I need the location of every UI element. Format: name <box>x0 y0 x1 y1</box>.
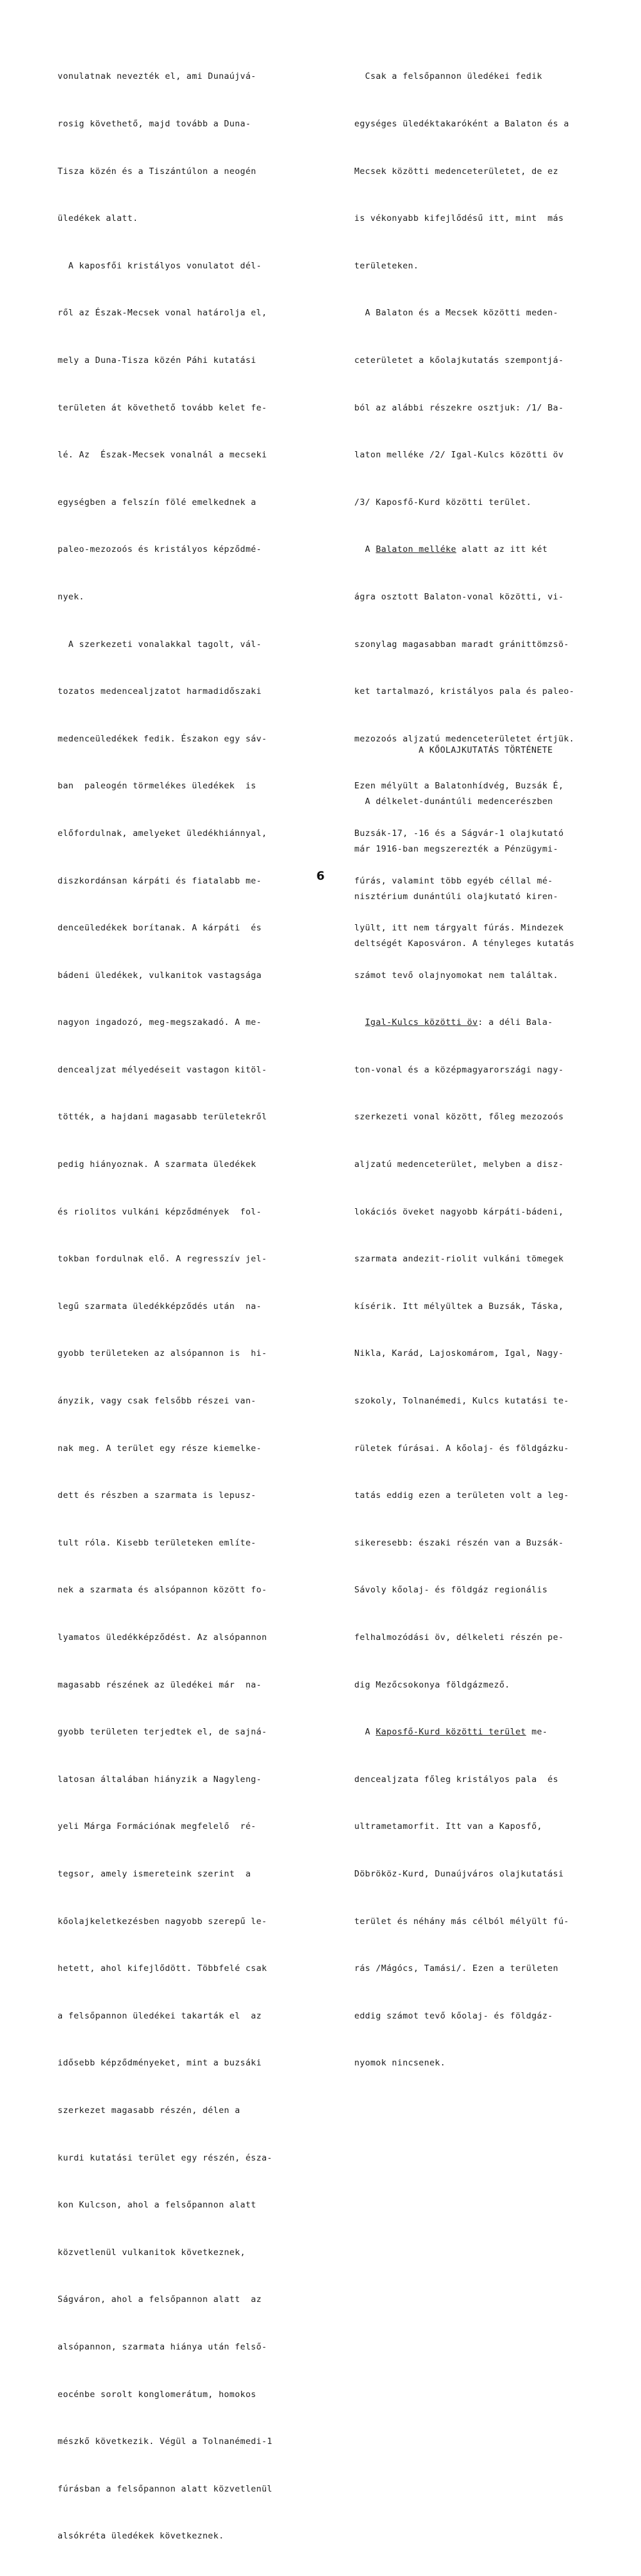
text-line: eocénbe sorolt konglomerátum, homokos <box>58 2389 257 2400</box>
text-line: gyobb területen terjedtek el, de sajná- <box>58 1727 267 1738</box>
text-line: yeli Márga Formációnak megfelelő ré- <box>58 1821 257 1832</box>
text-line: kurdi kutatási terület egy részén, észa- <box>58 2152 273 2163</box>
text-line: denceüledékek borítanak. A kárpáti és <box>58 923 262 934</box>
text-line: rületek fúrásai. A kőolaj- és földgázku- <box>354 1443 570 1453</box>
text-line: nyek. <box>58 591 85 602</box>
text-line: A szerkezeti vonalakkal tagolt, vál- <box>58 639 262 649</box>
left-text-column <box>58 38 320 2576</box>
text-line: és riolitos vulkáni képződmények fol- <box>58 1206 262 1217</box>
text-line: lyült, itt nem tárgyalt fúrás. Mindezek <box>354 923 564 934</box>
text-line: ket tartalmazó, kristályos pala és paleo- <box>354 686 575 697</box>
text-line: nyomok nincsenek. <box>354 2058 446 2069</box>
text-line: A kaposfői kristályos vonulatot dél- <box>58 260 262 271</box>
text-line: rás /Mágócs, Tamási/. Ezen a területen <box>354 1963 558 1974</box>
text-line: terület és néhány más célból mélyült fú- <box>354 1916 570 1927</box>
text-line: alsópannon, szarmata hiánya után felső- <box>58 2341 267 2352</box>
text-line: Buzsák-17, -16 és a Ságvár-1 olajkutató <box>354 828 564 838</box>
text-line: Nikla, Karád, Lajoskomárom, Igal, Nagy- <box>354 1348 564 1359</box>
text-line: dig Mezőcsokonya földgázmező. <box>354 1679 510 1690</box>
right-text-column <box>354 38 617 2134</box>
underlined-term: Igal-Kulcs közötti öv <box>365 1017 478 1028</box>
text-line: kísérik. Itt mélyültek a Buzsák, Táska, <box>354 1301 564 1311</box>
text-line: tötték, a hajdani magasabb területekről <box>58 1112 267 1123</box>
text-line: lyamatos üledékképződést. Az alsópannon <box>58 1632 267 1642</box>
text-line: mely a Duna-Tisza közén Páhi kutatási <box>58 355 257 365</box>
text-line: ányzik, vagy csak felsőbb részei van- <box>58 1396 257 1407</box>
text-line: szokoly, Tolnanémedi, Kulcs kutatási te- <box>354 1396 570 1407</box>
text-line: dett és részben a szarmata is lepusz- <box>58 1490 257 1501</box>
text-line: szerkezeti vonal között, főleg mezozoós <box>354 1112 564 1123</box>
text-line: mészkő következik. Végül a Tolnanémedi-1 <box>58 2436 273 2447</box>
text-line: kon Kulcson, ahol a felsőpannon alatt <box>58 2200 257 2211</box>
text-line: bádeni üledékek, vulkanitok vastagsága <box>58 970 262 980</box>
text-line: egységes üledéktakaróként a Balaton és a <box>354 119 570 129</box>
text-line: fúrásban a felsőpannon alatt közvetlenül <box>58 2483 273 2494</box>
text-line: legű szarmata üledékképződés után na- <box>58 1301 262 1311</box>
text-line: Mecsek közötti medenceterületet, de ez <box>354 166 558 176</box>
text-line: területeken. <box>354 260 419 271</box>
text-line: ágra osztott Balaton-vonal közötti, vi- <box>354 591 564 602</box>
underlined-term: Kaposfő-Kurd közötti terület <box>376 1727 526 1738</box>
text-line-underlined-lead: A Kaposfő-Kurd közötti terület me- <box>354 1727 548 1738</box>
text-line: alsókréta üledékek következnek. <box>58 2531 224 2542</box>
text-line: paleo-mezozoós és kristályos képződmé- <box>58 544 262 555</box>
text-line: diszkordánsan kárpáti és fiatalabb me- <box>58 875 262 886</box>
text-line: A Balaton és a Mecsek közötti meden- <box>354 308 558 318</box>
text-line: Tisza közén és a Tiszántúlon a neogén <box>58 166 257 176</box>
text-line: Döbrököz-Kurd, Dunaújváros olajkutatási <box>354 1868 564 1879</box>
text-line: egységben a felszín fölé emelkednek a <box>58 497 257 507</box>
text-line: területen át követhető tovább kelet fe- <box>58 402 267 413</box>
text-line: tult róla. Kisebb területeken említe- <box>58 1537 257 1548</box>
text-line: fúrás, valamint több egyéb céllal mé- <box>354 875 553 886</box>
underlined-term: Balaton melléke <box>376 544 456 555</box>
text-line: szerkezet magasabb részén, délen a <box>58 2105 240 2115</box>
text-line: A délkelet-dunántúli medencerészben <box>354 797 553 807</box>
text-line: lokációs öveket nagyobb kárpáti-bádeni, <box>354 1206 564 1217</box>
text-line: magasabb részének az üledékei már na- <box>58 1679 262 1690</box>
text-line: Ságváron, ahol a felsőpannon alatt az <box>58 2294 262 2305</box>
text-line: ban paleogén törmelékes üledékek is <box>58 781 257 792</box>
text-line: ceterületet a kőolajkutatás szempontjá- <box>354 355 564 365</box>
text-line: Ezen mélyült a Balatonhídvég, Buzsák É, <box>354 781 564 792</box>
text-line: nagyon ingadozó, meg-megszakadó. A me- <box>58 1017 262 1028</box>
text-line: vonulatnak nevezték el, ami Dunaújvá- <box>58 71 257 82</box>
text-line: /3/ Kaposfő-Kurd közötti terület. <box>354 497 532 507</box>
text-line: tatás eddig ezen a területen volt a leg- <box>354 1490 570 1501</box>
text-line: ről az Észak-Mecsek vonal határolja el, <box>58 308 267 318</box>
text-line: közvetlenül vulkanitok következnek, <box>58 2247 246 2258</box>
text-line: idősebb képződményeket, mint a buzsáki <box>58 2058 262 2069</box>
text-line: tozatos medencealjzatot harmadidőszaki <box>58 686 262 697</box>
text-line: lé. Az Észak-Mecsek vonalnál a mecseki <box>58 450 267 461</box>
text-line: mezozoós aljzatú medenceterületet értjük. <box>354 733 575 744</box>
text-line: gyobb területeken az alsópannon is hi- <box>58 1348 267 1359</box>
text-line: ból az alábbi részekre osztjuk: /1/ Ba- <box>354 402 564 413</box>
page-number: 6 <box>316 869 325 883</box>
text-line: is vékonyabb kifejlődésű itt, mint más <box>354 213 564 224</box>
text-line: ultrametamorfit. Itt van a Kaposfő, <box>354 1821 543 1832</box>
text-line: dencealjzat mélyedéseit vastagon kitöl- <box>58 1064 267 1075</box>
text-line: hetett, ahol kifejlődött. Többfelé csak <box>58 1963 267 1974</box>
text-line-underlined-lead: Igal-Kulcs közötti öv: a déli Bala- <box>365 1017 553 1028</box>
section-heading: A KŐOLAJKUTATÁS TÖRTÉNETE <box>418 745 553 755</box>
text-line: már 1916-ban megszerezték a Pénzügymi- <box>354 844 558 854</box>
text-line: deltségét Kaposváron. A tényleges kutatás <box>354 939 575 949</box>
text-line: Csak a felsőpannon üledékei fedik <box>354 71 543 82</box>
text-line: sikeresebb: északi részén van a Buzsák- <box>354 1537 564 1548</box>
text-line: üledékek alatt. <box>58 213 138 224</box>
text-line: Sávoly kőolaj- és földgáz regionális <box>354 1585 548 1596</box>
text-line: kőolajkeletkezésben nagyobb szerepű le- <box>58 1916 267 1927</box>
text-line: rosig követhető, majd tovább a Duna- <box>58 119 251 129</box>
text-line: tokban fordulnak elő. A regresszív jel- <box>58 1254 267 1265</box>
text-line: ton-vonal és a középmagyarországi nagy- <box>354 1064 564 1075</box>
text-line: szonylag magasabban maradt gránittömzsö- <box>354 639 570 649</box>
text-line: a felsőpannon üledékei takarták el az <box>58 2010 262 2021</box>
text-line: eddig számot tevő kőolaj- és földgáz- <box>354 2010 553 2021</box>
text-line: latosan általában hiányzik a Nagyleng- <box>58 1774 262 1784</box>
text-line: előfordulnak, amelyeket üledékhiánnyal, <box>58 828 267 838</box>
text-line: laton melléke /2/ Igal-Kulcs közötti öv <box>354 450 564 461</box>
text-line: tegsor, amely ismereteink szerint a <box>58 1868 251 1879</box>
text-line: nek a szarmata és alsópannon között fo- <box>58 1585 267 1596</box>
text-line-underlined-lead: A Balaton melléke alatt az itt két <box>354 544 548 555</box>
text-line: nak meg. A terület egy része kiemelke- <box>58 1443 262 1453</box>
text-line: felhalmozódási öv, délkeleti részén pe- <box>354 1632 564 1642</box>
text-line: szarmata andezit-riolit vulkáni tömegek <box>354 1254 564 1265</box>
text-line: pedig hiányoznak. A szarmata üledékek <box>58 1159 257 1170</box>
text-line: medenceüledékek fedik. Északon egy sáv- <box>58 733 267 744</box>
text-line: nisztérium dunántúli olajkutató kiren- <box>354 891 558 902</box>
text-line: aljzatú medenceterület, melyben a disz- <box>354 1159 564 1170</box>
text-line: számot tevő olajnyomokat nem találtak. <box>354 970 558 980</box>
text-line: dencealjzata főleg kristályos pala és <box>354 1774 558 1784</box>
